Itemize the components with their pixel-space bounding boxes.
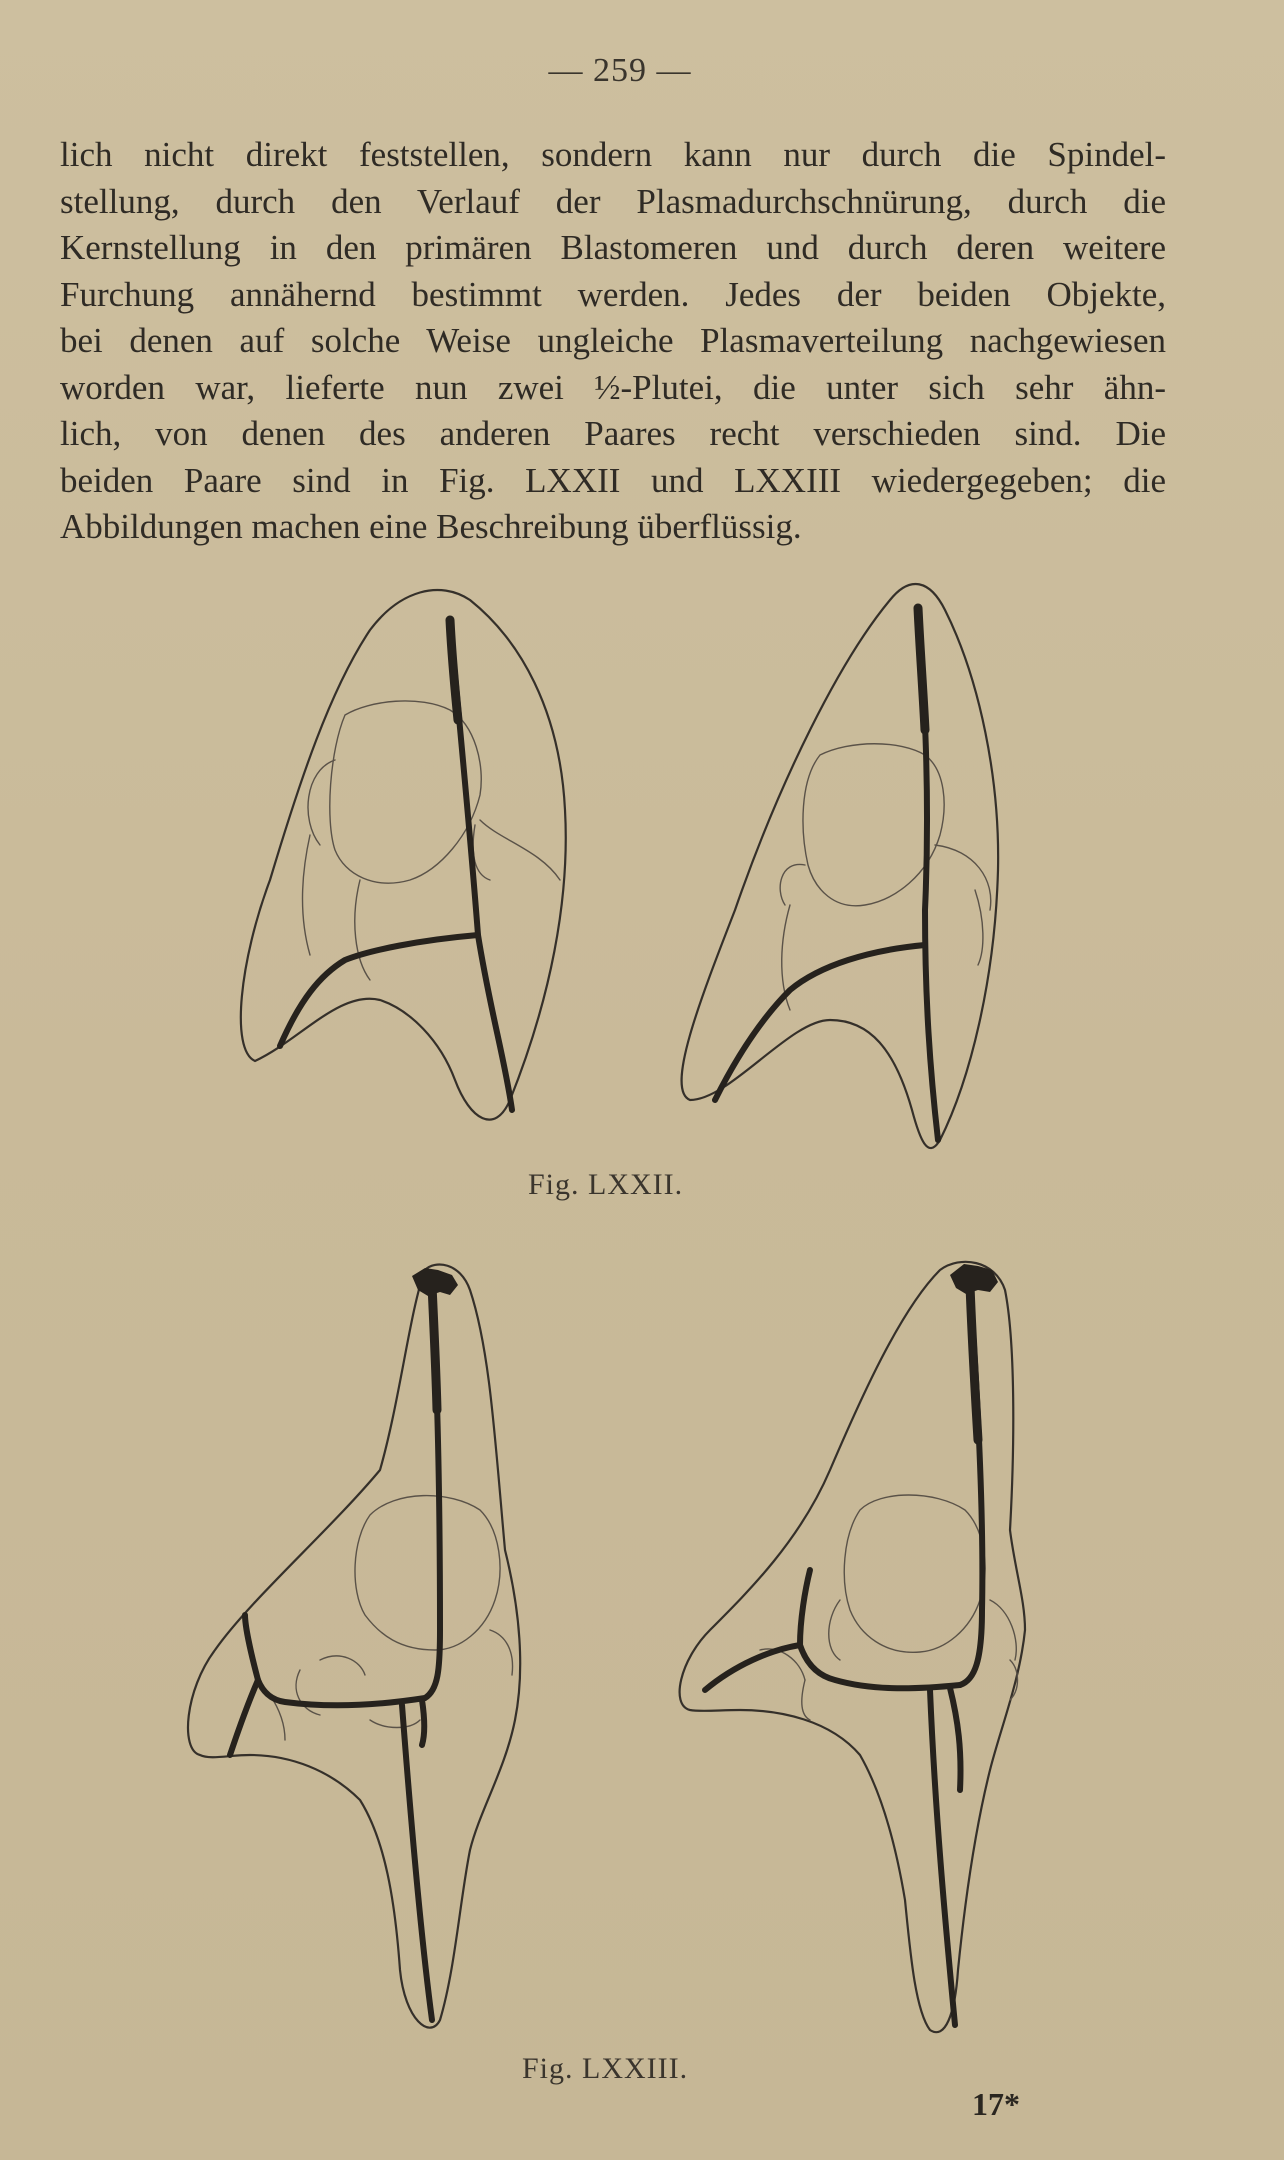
paragraph-line: Abbildungen machen eine Beschreibung überflüssig. — [60, 507, 802, 546]
paragraph-line: Furchung annähernd bestimmt werden. Jedes der beiden Objekte, — [60, 274, 1166, 314]
paragraph-line: lich, von denen des anderen Paares recht verschieden sind. Die — [60, 414, 1166, 453]
figure-lxxiii-illustration — [0, 1250, 1284, 2050]
pluteus-left — [188, 1265, 520, 2028]
figure-lxxii-illustration — [0, 580, 1284, 1160]
pluteus-right — [680, 1262, 1025, 2032]
paragraph-line: bei denen auf solche Weise ungleiche Plasmaverteilung nachgewiesen — [60, 321, 1166, 360]
pluteus-left — [241, 590, 566, 1120]
paragraph-line: stellung, durch den Verlauf der Plasmadurchschnürung, durch die — [60, 181, 1166, 221]
body-paragraph — [60, 132, 1166, 551]
paragraph-line: beiden Paare sind in Fig. LXXII und LXXIII wiedergegeben; die — [60, 460, 1166, 500]
pluteus-right — [682, 584, 999, 1148]
signature-mark: 17* — [972, 2086, 1020, 2122]
paragraph-line: lich nicht direkt feststellen, sondern kann nur durch die Spindel- — [60, 135, 1166, 174]
paragraph-line: worden war, lieferte nun zwei ½-Plutei, die unter sich sehr ähn- — [60, 367, 1166, 407]
paragraph-line: Kernstellung in den primären Blastomeren und durch deren weitere — [60, 228, 1166, 267]
page-number: — 259 — — [548, 52, 692, 89]
figure-caption-lxxiii: Fig. LXXIII. — [522, 2052, 689, 2085]
figure-caption-lxxii: Fig. LXXII. — [528, 1168, 684, 1201]
